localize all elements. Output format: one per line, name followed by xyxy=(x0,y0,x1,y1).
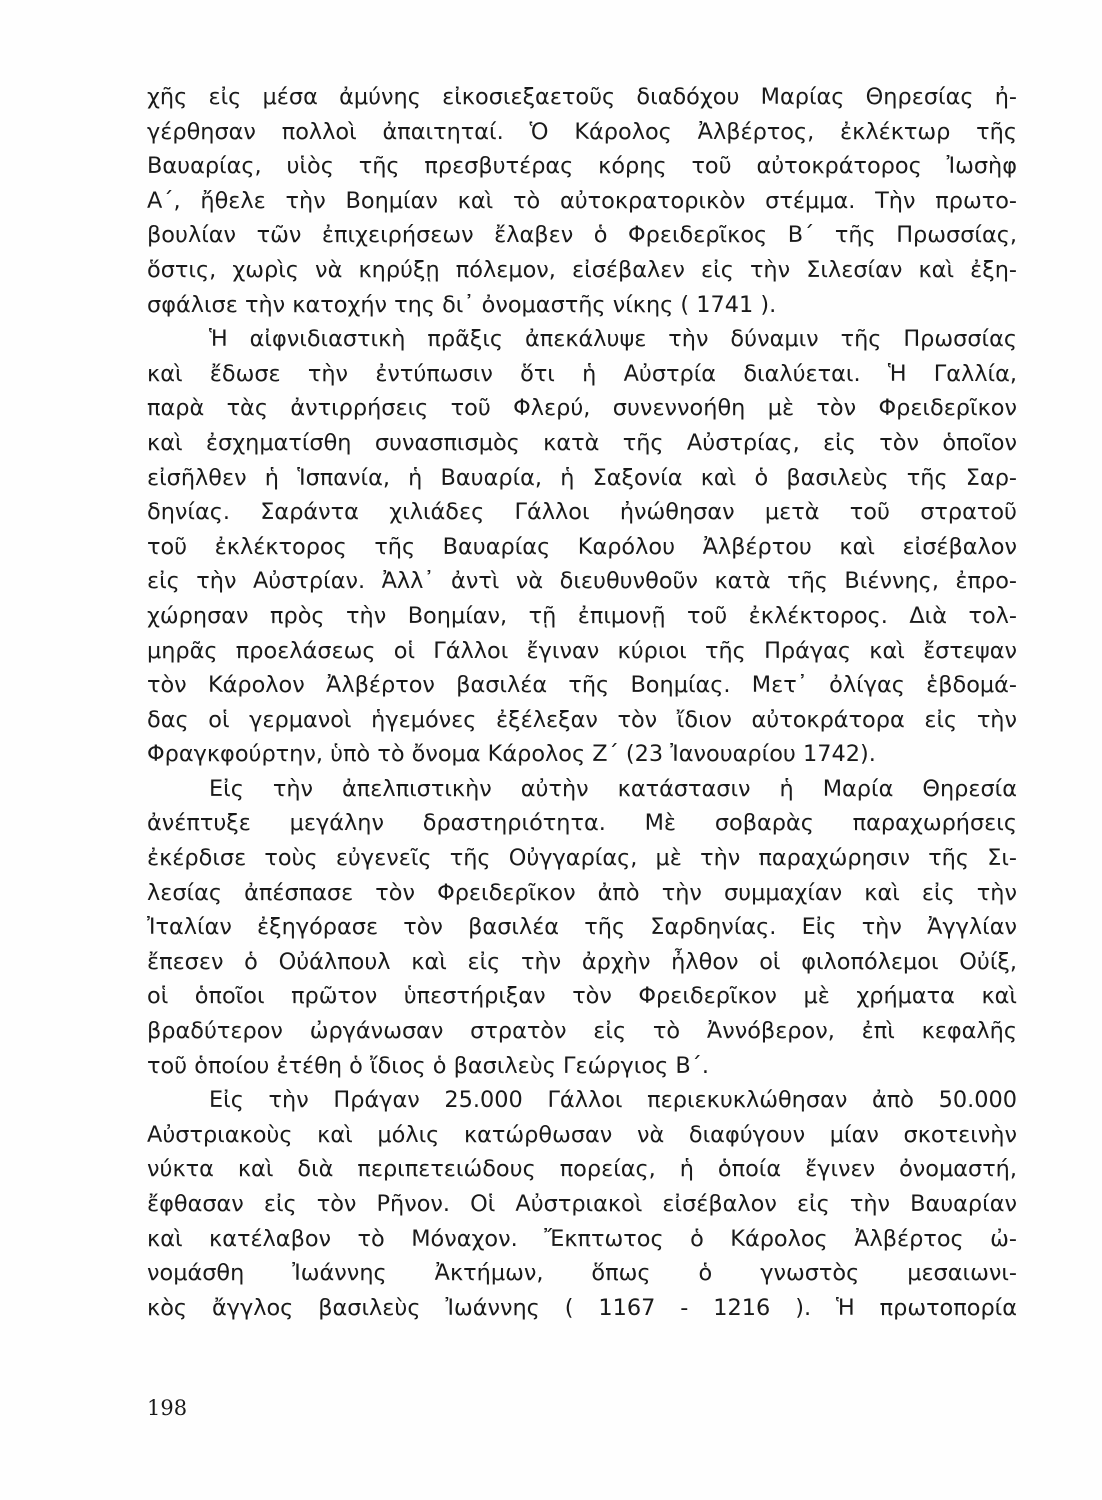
text-line: βραδύτερον ὠργάνωσαν στρατὸν εἰς τὸ Ἀννόβερον, ἐπὶ κεφαλῆς xyxy=(147,1018,1017,1045)
text-line: ἔφθασαν εἰς τὸν Ρῆνον. Οἱ Αὐστριακοὶ εἰσέβαλον εἰς τὴν Βαυαρίαν xyxy=(147,1191,1017,1217)
text-line: τοῦ ὁποίου ἐτέθη ὁ ἴδιος ὁ βασιλεὺς Γεώργιος Β΄. xyxy=(147,1052,709,1079)
text-line: καὶ κατέλαβον τὸ Μόναχον. Ἔκπτωτος ὁ Κάρολος Ἀλβέρτος ὠ- xyxy=(147,1225,1017,1252)
text-line: Ἡ αἰφνιδιαστικὴ πρᾶξις ἀπεκάλυψε τὴν δύναμιν τῆς Πρωσσίας xyxy=(209,326,1017,353)
text-line: νομάσθη Ἰωάννης Ἀκτήμων, ὅπως ὁ γνωστὸς μεσαιωνι- xyxy=(147,1260,1017,1287)
text-line: μηρᾶς προελάσεως οἱ Γάλλοι ἔγιναν κύριοι τῆς Πράγας καὶ ἔστεψαν xyxy=(147,637,1017,664)
text-line: ὅστις, χωρὶς νὰ κηρύξῃ πόλεμον, εἰσέβαλεν εἰς τὴν Σιλεσίαν καὶ ἐξη- xyxy=(147,256,1017,283)
text-line: καὶ ἔδωσε τὴν ἐντύπωσιν ὅτι ἡ Αὐστρία διαλύεται. Ἡ Γαλλία, xyxy=(147,360,1017,387)
text-line: ἔπεσεν ὁ Οὐάλπουλ καὶ εἰς τὴν ἀρχὴν ἦλθον οἱ φιλοπόλεμοι Οὐίξ, xyxy=(147,948,1017,975)
text-line: χῆς εἰς μέσα ἀμύνης εἰκοσιεξαετοῦς διαδόχου Μαρίας Θηρεσίας ἠ- xyxy=(147,84,1017,110)
text-line: παρὰ τὰς ἀντιρρήσεις τοῦ Φλερύ, συνεννοήθη μὲ τὸν Φρειδερῖκον xyxy=(147,395,1017,422)
text-line: Φραγκφούρτην, ὑπὸ τὸ ὄνομα Κάρολος Ζ΄ (23 Ἰανουαρίου 1742). xyxy=(147,741,876,768)
text-line: δας οἱ γερμανοὶ ἡγεμόνες ἐξέλεξαν τὸν ἴδιον αὐτοκράτορα εἰς τὴν xyxy=(147,706,1017,733)
text-line: τὸν Κάρολον Ἀλβέρτον βασιλέα τῆς Βοημίας. Μετ᾽ ὀλίγας ἑβδομά- xyxy=(147,672,1017,699)
text-line: σφάλισε τὴν κατοχήν της δι᾽ ὀνομαστῆς νίκης ( 1741 ). xyxy=(147,291,777,318)
text-line: Βαυαρίας, υἱὸς τῆς πρεσβυτέρας κόρης τοῦ αὐτοκράτορος Ἰωσὴφ xyxy=(147,153,1017,180)
text-line: εἰσῆλθεν ἡ Ἱσπανία, ἡ Βαυαρία, ἡ Σαξονία καὶ ὁ βασιλεὺς τῆς Σαρ- xyxy=(147,464,1017,491)
text-line: Εἰς τὴν ἀπελπιστικὴν αὐτὴν κατάστασιν ἡ Μαρία Θηρεσία xyxy=(209,775,1017,802)
text-line: τοῦ ἐκλέκτορος τῆς Βαυαρίας Καρόλου Ἀλβέρτου καὶ εἰσέβαλον xyxy=(147,533,1017,560)
text-line: Εἰς τὴν Πράγαν 25.000 Γάλλοι περιεκυκλώθησαν ἀπὸ 50.000 xyxy=(209,1087,1017,1114)
text-line: γέρθησαν πολλοὶ ἀπαιτηταί. Ὁ Κάρολος Ἀλβέρτος, ἐκλέκτωρ τῆς xyxy=(147,118,1017,145)
text-line: κὸς ἄγγλος βασιλεὺς Ἰωάννης ( 1167 - 1216 ). Ἡ πρωτοπορία xyxy=(147,1294,1017,1321)
text-line: νύκτα καὶ διὰ περιπετειώδους πορείας, ἡ ὁποία ἔγινεν ὀνομαστή, xyxy=(147,1156,1017,1183)
text-line: εἰς τὴν Αὐστρίαν. Ἀλλ᾽ ἀντὶ νὰ διευθυνθοῦν κατὰ τῆς Βιέννης, ἐπρο- xyxy=(147,568,1017,595)
text-line: χώρησαν πρὸς τὴν Βοημίαν, τῇ ἐπιμονῇ τοῦ ἐκλέκτορος. Διὰ τολ- xyxy=(147,602,1017,629)
text-line: οἱ ὁποῖοι πρῶτον ὑπεστήριξαν τὸν Φρειδερῖκον μὲ χρήματα καὶ xyxy=(147,983,1017,1010)
text-line: Ἰταλίαν ἐξηγόρασε τὸν βασιλέα τῆς Σαρδηνίας. Εἰς τὴν Ἀγγλίαν xyxy=(147,914,1017,941)
text-line: καὶ ἐσχηματίσθη συνασπισμὸς κατὰ τῆς Αὐστρίας, εἰς τὸν ὁποῖον xyxy=(147,429,1017,456)
body-text xyxy=(147,80,1017,1325)
text-line: ἀνέπτυξε μεγάλην δραστηριότητα. Μὲ σοβαρὰς παραχωρήσεις xyxy=(147,810,1017,837)
text-line: βουλίαν τῶν ἐπιχειρήσεων ἔλαβεν ὁ Φρειδερῖκος Β΄ τῆς Πρωσσίας, xyxy=(147,222,1017,249)
page-number: 198 xyxy=(147,1396,188,1420)
text-line: Α΄, ἤθελε τὴν Βοημίαν καὶ τὸ αὐτοκρατορικὸν στέμμα. Τὴν πρωτο- xyxy=(147,187,1017,214)
text-line: ἐκέρδισε τοὺς εὐγενεῖς τῆς Οὐγγαρίας, μὲ τὴν παραχώρησιν τῆς Σι- xyxy=(147,845,1017,872)
text-line: δηνίας. Σαράντα χιλιάδες Γάλλοι ἠνώθησαν μετὰ τοῦ στρατοῦ xyxy=(147,499,1017,526)
text-line: λεσίας ἀπέσπασε τὸν Φρειδερῖκον ἀπὸ τὴν συμμαχίαν καὶ εἰς τὴν xyxy=(147,879,1017,906)
text-line: Αὐστριακοὺς καὶ μόλις κατώρθωσαν νὰ διαφύγουν μίαν σκοτεινὴν xyxy=(147,1121,1017,1148)
